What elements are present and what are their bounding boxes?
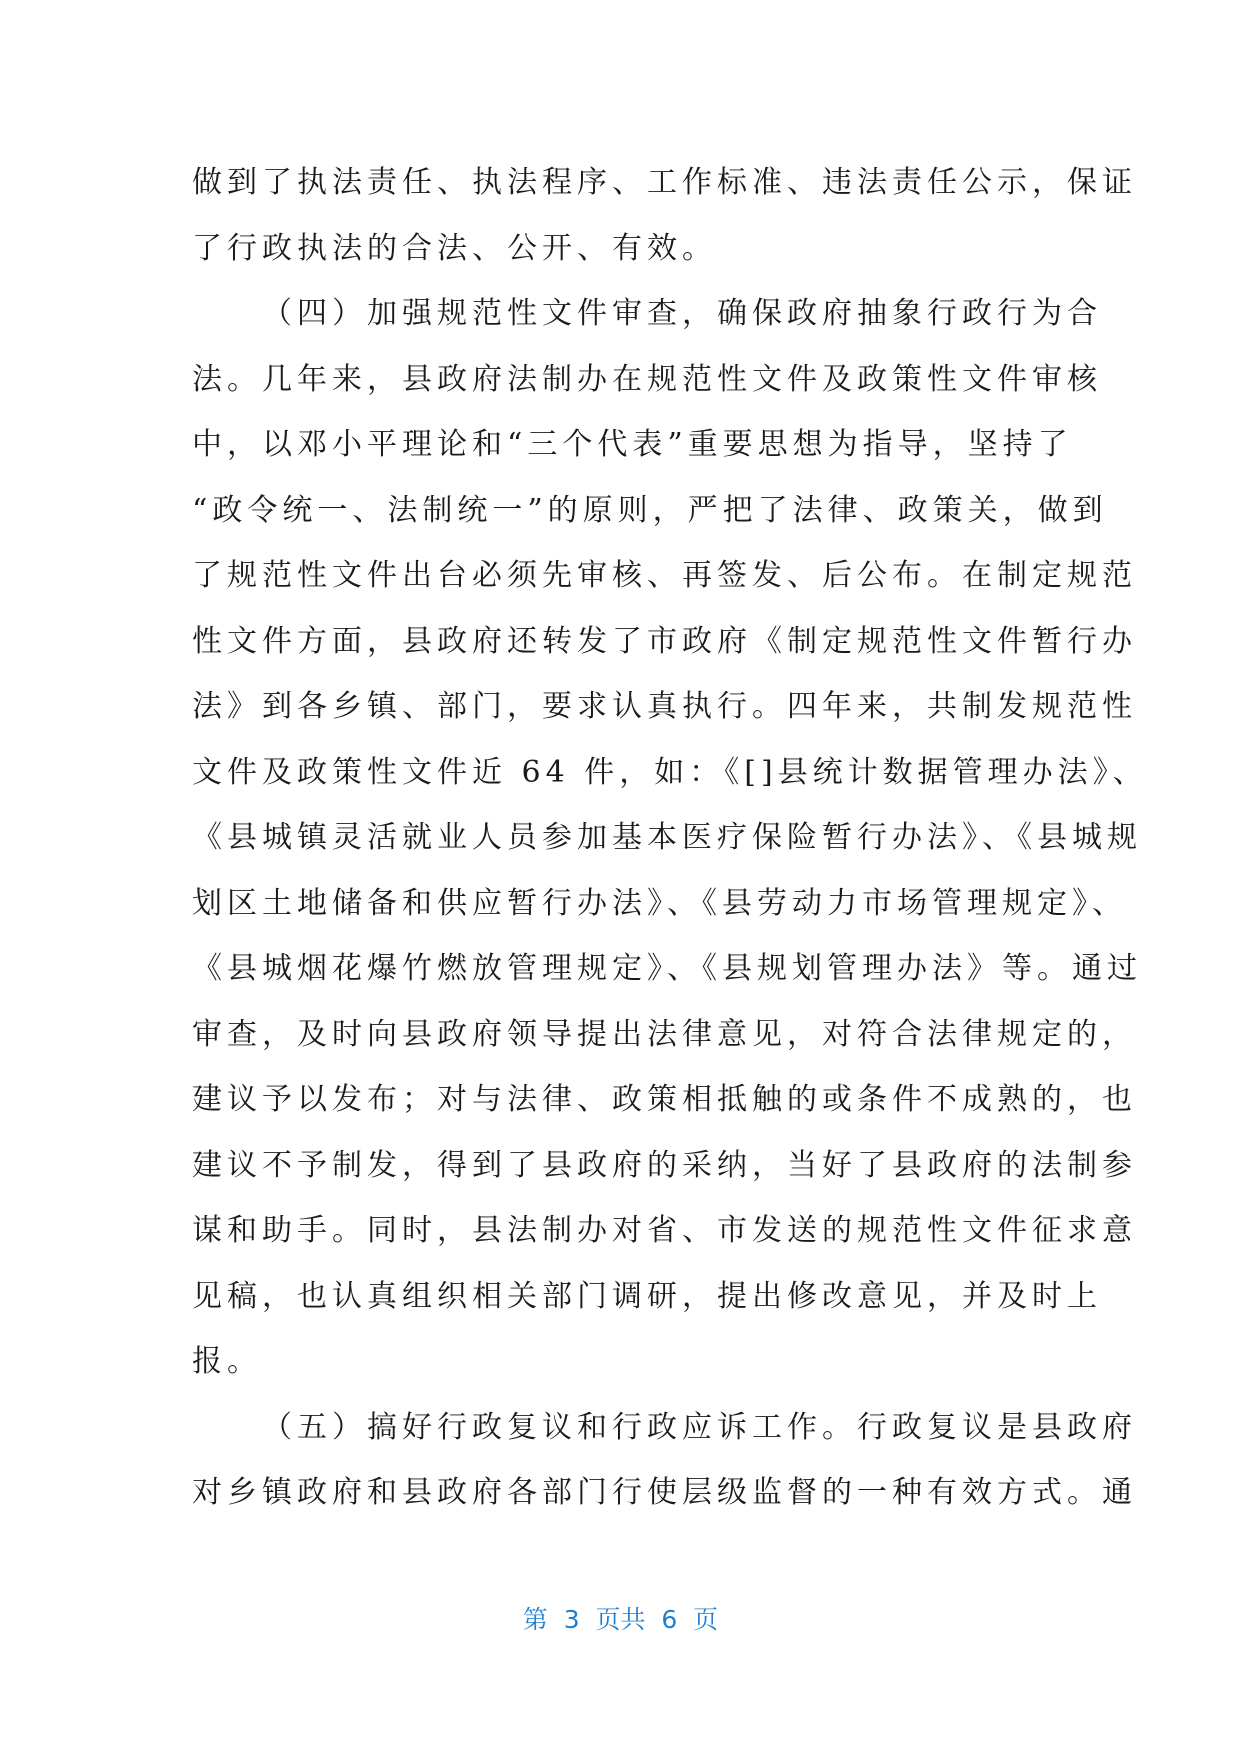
text-line: 法》到各乡镇、部门，要求认真执行。四年来，共制发规范性 [192,689,1137,724]
text-line: 对乡镇政府和县政府各部门行使层级监督的一种有效方式。通 [192,1475,1137,1510]
section-heading-line: （五）搞好行政复议和行政应诉工作。行政复议是县政府 [262,1409,1137,1445]
text-line: 谋和助手。同时，县法制办对省、市发送的规范性文件征求意 [192,1213,1137,1248]
page-number-footer: 第 3 页共 6 页 [522,1605,719,1634]
text-line: 见稿，也认真组织相关部门调研，提出修改意见，并及时上 [192,1278,1102,1314]
text-line: 《县城镇灵活就业人员参加基本医疗保险暂行办法》、《县城规 [192,820,1142,855]
text-line: “政令统一、法制统一”的原则，严把了法律、政策关，做到 [192,492,1108,528]
text-line: 建议不予制发，得到了县政府的采纳，当好了县政府的法制参 [192,1147,1137,1183]
text-line: 报。 [192,1344,262,1379]
text-line: 做到了执法责任、执法程序、工作标准、违法责任公示，保证 [192,165,1137,200]
body-text [192,158,1148,1534]
text-line: 《县城烟花爆竹燃放管理规定》、《县规划管理办法》等。通过 [192,951,1142,986]
text-line: 了规范性文件出台必须先审核、再签发、后公布。在制定规范 [192,558,1137,593]
text-line: 中，以邓小平理论和“三个代表”重要思想为指导，坚持了 [192,427,1073,462]
text-line: 性文件方面，县政府还转发了市政府《制定规范性文件暂行办 [192,623,1137,659]
text-line: 文件及政策性文件近 64 件，如：《[]县统计数据管理办法》、 [192,754,1148,790]
text-line: 划区土地储备和供应暂行办法》、《县劳动力市场管理规定》、 [192,885,1127,921]
text-line: 审查，及时向县政府领导提出法律意见，对符合法律规定的， [192,1016,1137,1052]
text-line: 法。几年来，县政府法制办在规范性文件及政策性文件审核 [192,361,1102,397]
text-line: 了行政执法的合法、公开、有效。 [192,230,717,266]
section-heading-line: （四）加强规范性文件审查，确保政府抽象行政行为合 [262,296,1102,331]
text-line: 建议予以发布；对与法律、政策相抵触的或条件不成熟的，也 [192,1082,1137,1117]
